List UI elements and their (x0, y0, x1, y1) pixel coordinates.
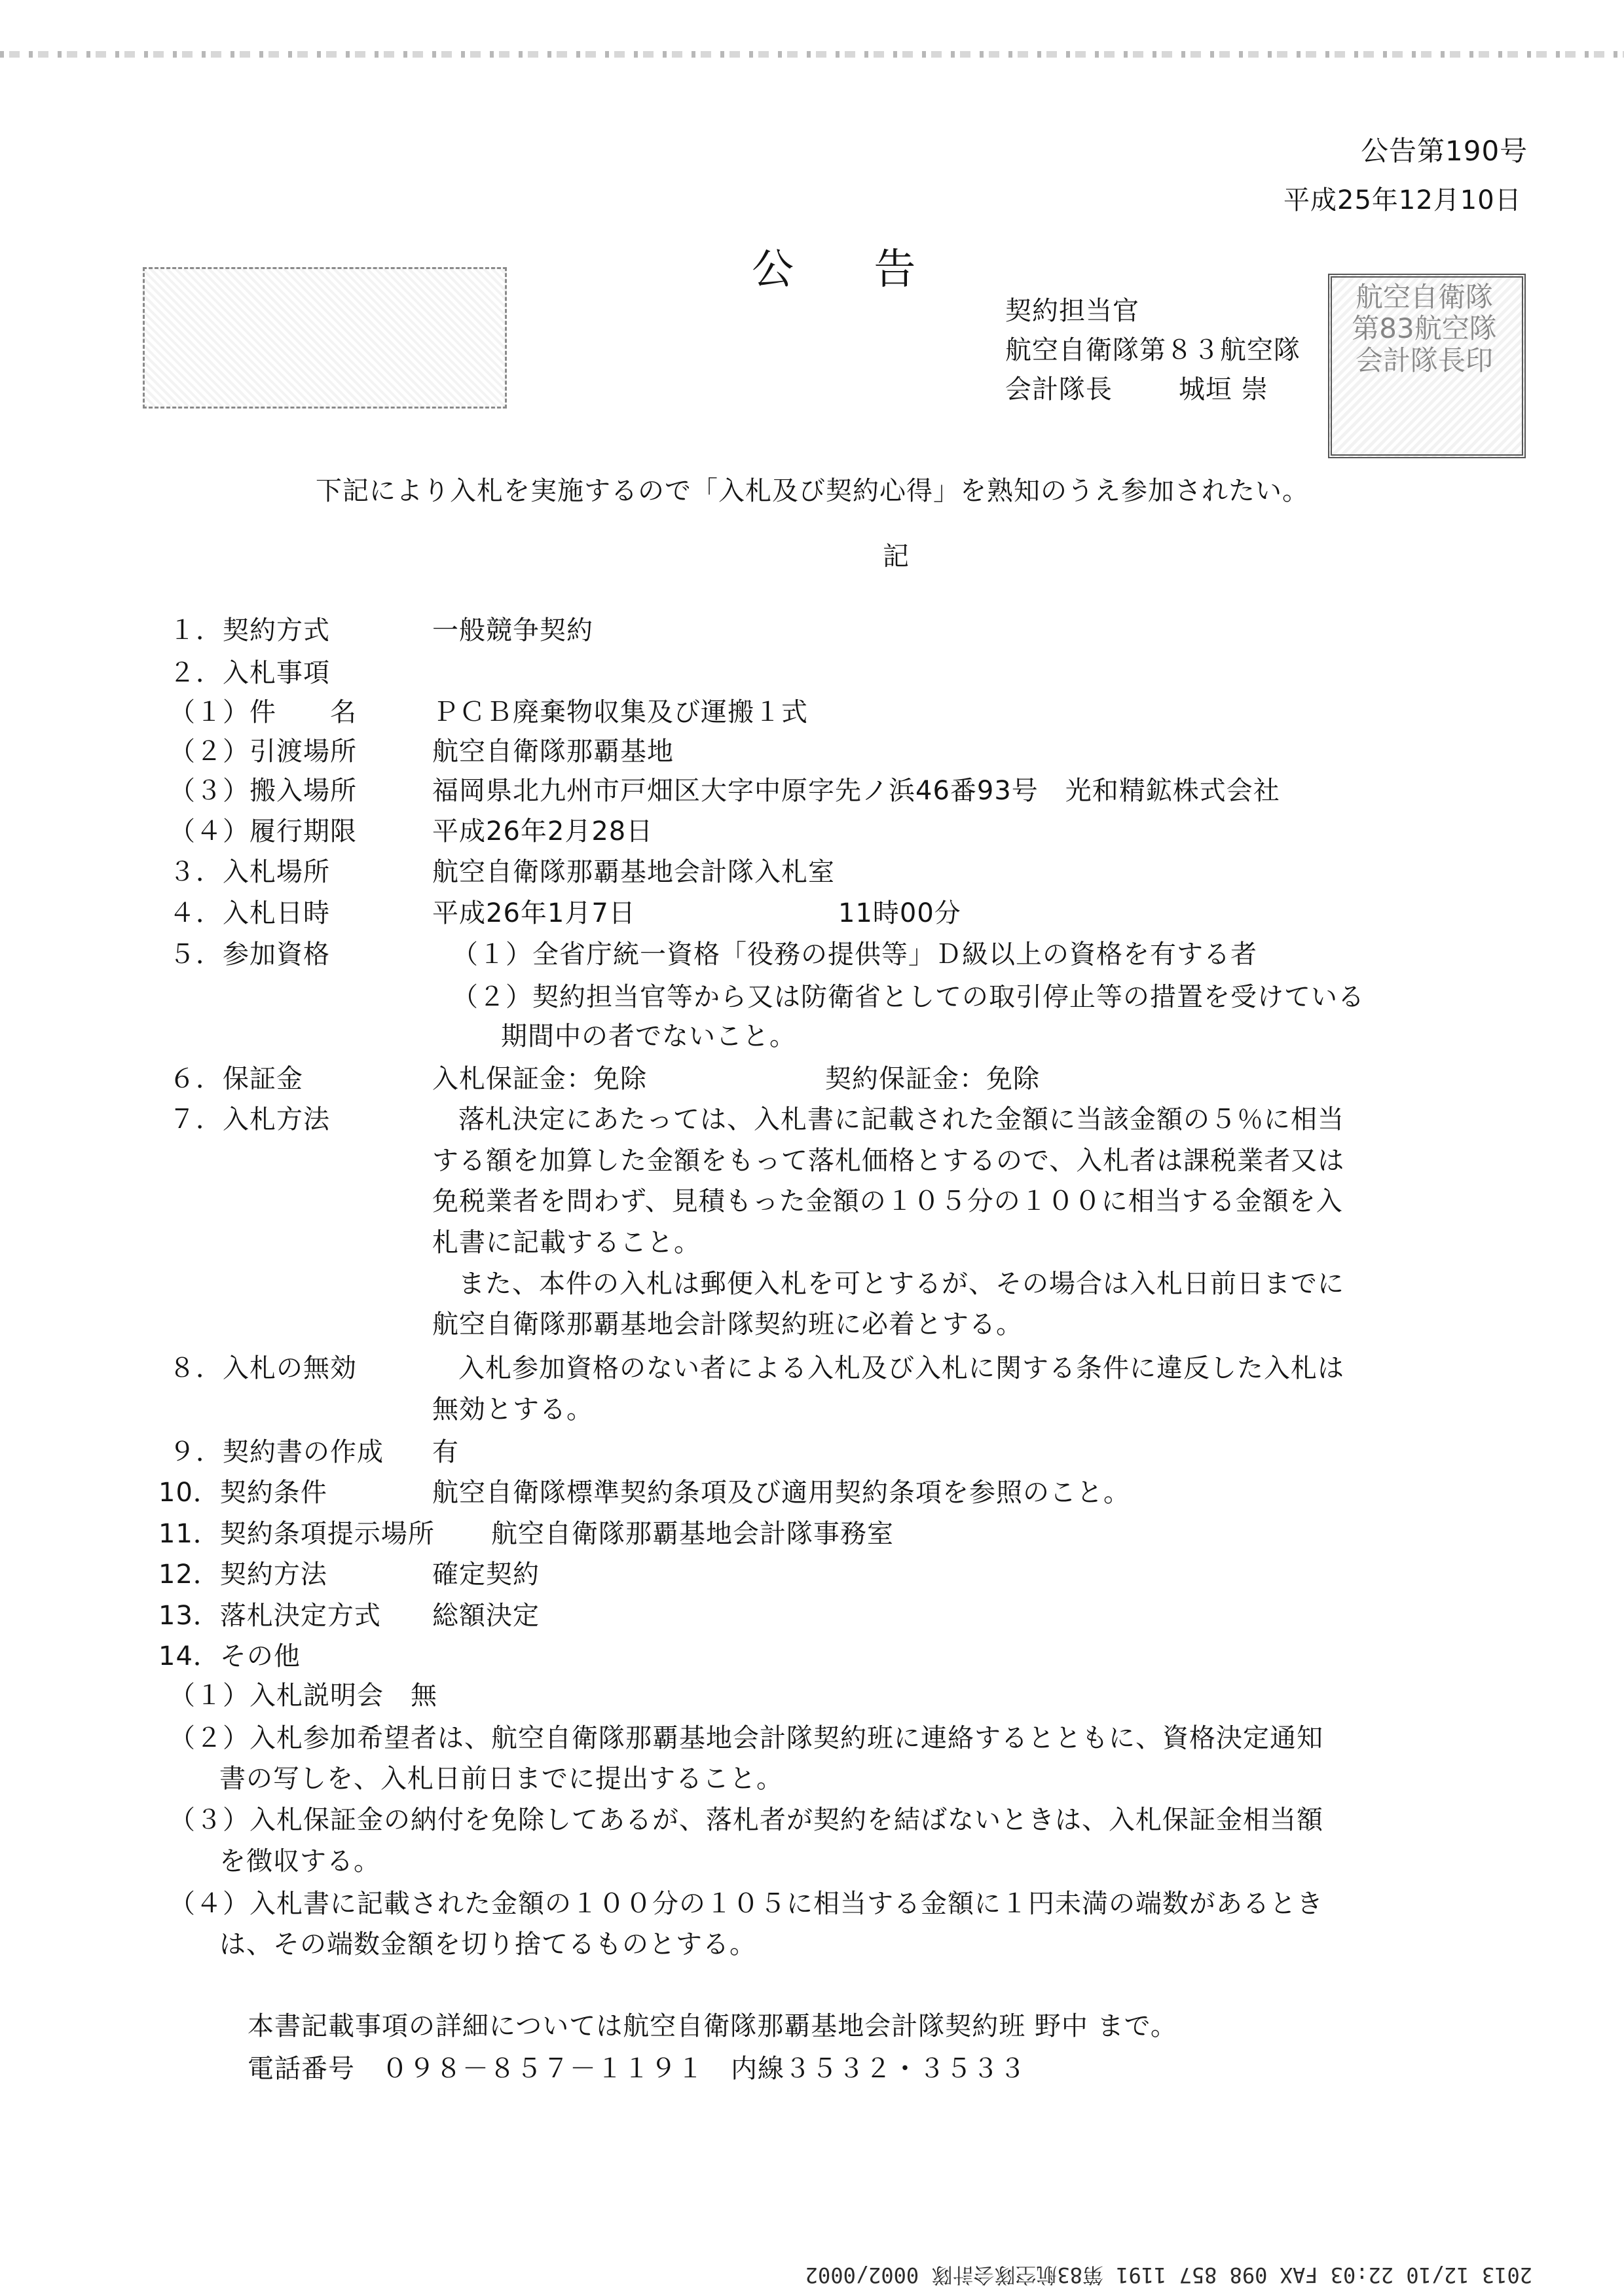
item-label: 14．その他 (158, 1641, 301, 1671)
item-value: 期間中の者でないこと。 (501, 1021, 796, 1051)
item-label: ７．入札方法 (169, 1104, 330, 1135)
item-value: 無効とする。 (432, 1394, 593, 1425)
item-value: 有 (432, 1437, 459, 1467)
item-value: （２）契約担当官等から又は防衛省としての取引停止等の措置を受けている (452, 982, 1365, 1012)
ki-heading: 記 (883, 541, 910, 572)
item-value: 航空自衛隊那覇基地 (432, 737, 674, 767)
item-label: ３．入札場所 (169, 857, 330, 887)
item-label: ５．参加資格 (169, 939, 330, 970)
item-label: ２．入札事項 (169, 658, 330, 688)
other-line: （１）入札説明会 無 (169, 1681, 437, 1711)
item-label: 12．契約方法 (158, 1559, 327, 1590)
other-line: （４）入札書に記載された金額の１００分の１０５に相当する金額に１円未満の端数があるとき (169, 1889, 1323, 1919)
item-label: （１）件 名 (169, 697, 357, 727)
notice-date: 平成25年12月10日 (1283, 185, 1522, 215)
other-line: （３）入札保証金の納付を免除してあるが、落札者が契約を結ばないときは、入札保証金相当額 (169, 1805, 1323, 1835)
intro-text: 下記により入札を実施するので「入札及び契約心得」を熟知のうえ参加されたい。 (316, 476, 1309, 506)
item-label: 10．契約条件 (158, 1478, 327, 1508)
item-value: また、本件の入札は郵便入札を可とするが、その場合は入札日前日までに (458, 1269, 1344, 1299)
item-label: ８．入札の無効 (169, 1353, 357, 1383)
issuer-name: 城垣 崇 (1179, 374, 1268, 405)
item-value: 総額決定 (432, 1601, 540, 1631)
contact-phone: 電話番号 ０９８－８５７－１１９１ 内線３５３２・３５３３ (248, 2054, 1026, 2084)
item-label: （４）履行期限 (169, 816, 357, 847)
other-line: は、その端数金額を切り捨てるものとする。 (219, 1929, 756, 1959)
item-value: 札書に記載すること。 (432, 1228, 701, 1258)
other-line: を徴収する。 (219, 1846, 380, 1876)
item-value: 航空自衛隊那覇基地会計隊事務室 (491, 1519, 894, 1549)
item-value: 一般競争契約 (432, 615, 593, 646)
item-value: 免税業者を問わず、見積もった金額の１０５分の１００に相当する金額を入 (432, 1186, 1343, 1216)
item-value: 平成26年1月7日 (432, 898, 636, 928)
item-value-2: 契約保証金：免除 (825, 1064, 1040, 1094)
item-label: １．契約方式 (169, 615, 330, 646)
item-value: 航空自衛隊那覇基地会計隊入札室 (432, 857, 835, 887)
item-value: 確定契約 (432, 1559, 540, 1590)
item-value: 平成26年2月28日 (432, 816, 654, 847)
other-line: （２）入札参加希望者は、航空自衛隊那覇基地会計隊契約班に連絡するとともに、資格決定通知 (169, 1723, 1323, 1753)
issuer-line2: 航空自衛隊第８３航空隊 (1005, 335, 1301, 365)
item-value: 福岡県北九州市戸畑区大字中原字先ノ浜46番93号 光和精鉱株式会社 (432, 776, 1280, 806)
item-label: （２）引渡場所 (169, 737, 357, 767)
item-value: 入札保証金：免除 (432, 1064, 647, 1094)
item-value: （１）全省庁統一資格「役務の提供等」Ｄ級以上の資格を有する者 (452, 939, 1257, 970)
issuer-line1: 契約担当官 (1005, 296, 1139, 326)
item-label: ６．保証金 (169, 1064, 303, 1094)
item-value-time: 11時00分 (838, 898, 961, 928)
other-line: 書の写しを、入札日前日までに提出すること。 (219, 1764, 783, 1794)
notice-number: 公告第190号 (1361, 135, 1528, 167)
contact-line1: 本書記載事項の詳細については航空自衛隊那覇基地会計隊契約班 野中 まで。 (248, 2011, 1177, 2041)
item-label: （３）搬入場所 (169, 776, 357, 806)
official-seal-text: 航空自衛隊第83航空隊会計隊長印 (1352, 281, 1497, 376)
item-value: 航空自衛隊那覇基地会計隊契約班に必着とする。 (432, 1309, 1023, 1339)
scan-noise-line (0, 51, 1624, 58)
issuer-role: 会計隊長 (1005, 374, 1113, 405)
fax-footer: 2013 12/10 22:03 FAX 098 857 1191 第83航空隊会計隊 0002/0002 (805, 2263, 1532, 2287)
page-title: 公 告 (752, 246, 920, 294)
item-value: する額を加算した金額をもって落札価格とするので、入札者は課税業者又は (432, 1146, 1345, 1176)
item-value: ＰＣＢ廃棄物収集及び運搬１式 (432, 697, 808, 727)
item-label: 11．契約条項提示場所 (158, 1519, 435, 1549)
item-value: 航空自衛隊標準契約条項及び適用契約条項を参照のこと。 (432, 1478, 1130, 1508)
item-label: ９．契約書の作成 (169, 1437, 384, 1467)
item-value: 入札参加資格のない者による入札及び入札に関する条件に違反した入札は (458, 1353, 1344, 1383)
item-label: ４．入札日時 (169, 898, 330, 928)
redacted-stamp (143, 267, 507, 409)
item-label: 13．落札決定方式 (158, 1601, 381, 1631)
item-value: 落札決定にあたっては、入札書に記載された金額に当該金額の５％に相当 (458, 1104, 1344, 1135)
